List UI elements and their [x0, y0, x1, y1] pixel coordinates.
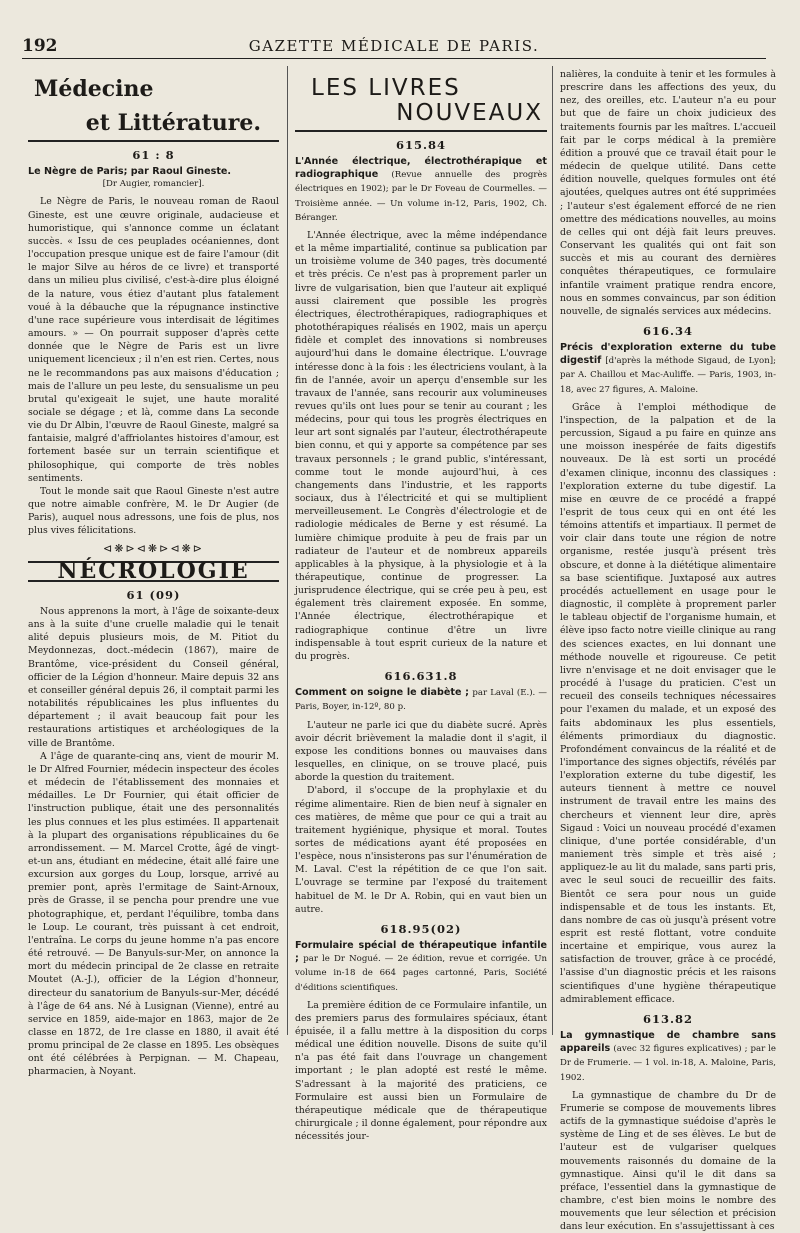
section-title-line2: NOUVEAUX	[295, 101, 547, 132]
entry-bibliography: [d'après la méthode Sigaud, de Lyon]; par A. Chaillou et Mac-Auliffe. — Paris, 1903, in-18, avec 27 figures, A. Maloine.	[560, 356, 776, 395]
column-rule-left	[287, 66, 288, 1035]
classification-code: 616.631.8	[384, 669, 458, 684]
entry-paragraph: La gymnastique de chambre du Dr de Frumerie se compose de mouvements libres actifs de la gymnastique suédoise d'après le système de Ling et de ses élèves. Le but de l'auteur est de vulgariser quelques mouvements raisonnés du domaine de la gymnastique. Ainsi qu'il le dit dans sa préface, l'essentiel dans la gymnastique de chambre, c'est bien moins le nombre des mouvements que leur sélection et précision dans leur exécution. En s'assujettissant à ces	[560, 1089, 776, 1233]
entry-title: Comment on soigne le diabète ;	[295, 687, 470, 699]
necrology-title: NÉCROLOGIE	[28, 561, 279, 582]
classification-code: 61 : 8	[132, 148, 175, 162]
section-title-line1: Médecine	[34, 76, 154, 102]
entry-paragraph: La première édition de ce Formulaire infantile, un des premiers parus des formulaires spéciaux, étant épuisée, il a fallu mettre à la disposition du corps médical une édition nouvelle. Disons de suite qu'il n'a pas été fait dans l'ouvrage un changement important ; le plan adopté est resté le même. S'adressant à la majorité des praticiens, ce Formulaire est aussi bien un Formulaire de thérapeutique médicale que de thérapeutique chirurgicale ; il donne également, pour répondre aux nécessités jour-	[295, 999, 547, 1143]
entry-paragraph: Grâce à l'emploi méthodique de l'inspection, de la palpation et de la percussion, Sigaud a pu faire en quinze ans une moisson inespérée de faits digestifs nouveaux. De là est sorti un procédé d'examen clinique, inconnu des classiques : l'exploration externe du tube digestif. La mise en œuvre de ce procédé a frappé l'esprit de tous ceux qui en ont été les témoins attentifs et impartiaux. Il permet de voir clair dans toute une région de notre organisme, restée jusqu'à présent très obscure, et donne à la diététique alimentaire sa base scientifique. Juxtaposé aux autres procédés actuellement en usage pour le diagnostic, il complète à proprement parler le tableau objectif de l'organisme humain, et élève ipso facto notre vieille clinique au rang des sciences exactes, en lui donnant une méthode nouvelle et rigoureuse. Ce petit livre n'envisage et ne doit envisager que le procédé à l'usage du praticien. C'est un recueil des conseils techniques nécessaires pour l'examen du malade, et un exposé des faits abdominaux les plus essentiels, éléments primordiaux du diagnostic. Profondément convaincus de la réalité et de l'importance des signes objectifs, révélés par l'exploration externe du tube digestif, les auteurs tiennent à mettre ce nouvel instrument de travail entre les mains des chercheurs et viennent leur dire, après Sigaud : Voici un nouveau procédé d'examen clinique, d'une portée considérable, d'un maniement très simple et très aisé ; appliquez-le au lit du malade, sans parti pris, avec le seul souci de recueillir des faits. Bientôt ce sera pour nous un guide indispensable et de tous les instants. Et, dans nombre de cas où jusqu'à présent votre esprit est resté flottant, votre conduite incertaine et empirique, vous aurez la satisfaction de trouver, grâce à ce procédé, l'assise d'un diagnostic précis et les raisons scientifiques d'une hygiène thérapeutique admirablement efficace.	[560, 401, 776, 1005]
entry-note: [Dr Augier, romancier].	[102, 179, 205, 190]
entry-title: Précis d'exploration externe du tube digestif	[560, 342, 776, 367]
entry-paragraph: L'auteur ne parle ici que du diabète sucré. Après avoir décrit brièvement la maladie dont il s'agit, il expose les conditions bonnes ou mauvaises dans lesquelles, en clinique, on se trouve placé, puis aborde la question du traitement.	[295, 719, 547, 784]
entry-paragraph: D'abord, il s'occupe de la prophylaxie et du régime alimentaire. Rien de bien neuf à signaler en ces matières, de même que pour ce qui a trait au traitement hygiénique, physique et moral. Toutes sortes de médications ayant été proposées en l'espèce, nous n'insisterons pas sur l'énumération de M. Laval. C'est la répétition de ce que l'on sait. L'ouvrage se termine par l'exposé du traitement habituel de M. le Dr A. Robin, qui en vaut bien un autre.	[295, 785, 547, 915]
section-title-line1: LES LIVRES	[311, 75, 461, 101]
column-left	[28, 68, 279, 1078]
entry-paragraph: Le Nègre de Paris, le nouveau roman de Raoul Gineste, est une œuvre originale, audacieuse et humoristique, qui s'annonce comme un éclatant succès. « Issu de ces peuplades océaniennes, dont l'occupation presque unique est de faire l'amour (dit le major Silve au héros de ce livre) et transporté dans un milieu plus civilisé, c'est-à-dire plus éloigné de la nature, vous étiez d'autant plus fatalement voué à la débauche que la répugnance instinctive d'une race supérieure vous interdisait de légitimes amours. » — On pourrait supposer d'après cette donnée que le Nègre de Paris est un livre uniquement licencieux ; il n'en est rien. Certes, nous ne le recommandons pas aux maisons d'éducation ; mais de l'allure un peu leste, du sensualisme un peu brutal qu'exigeait le sujet, une haute moralité sociale se dégage ; et là, comme dans La seconde vie du Dr Albin, l'œuvre de Raoul Gineste, malgré sa fantaisie, malgré d'affriolantes histoires d'amour, est fortement basée sur un terrain scientifique et philosophique, qui comporte de très nobles sentiments.	[28, 196, 279, 484]
journal-title: GAZETTE MÉDICALE DE PARIS.	[248, 37, 540, 55]
entry-paragraph-continued: nalières, la conduite à tenir et les formules à prescrire dans les affections des yeux, du nez, des oreilles, etc. L'auteur n'a eu pour but que de faire un choix judicieux des traitements fournis par les maîtres. L'accueil fait par le corps médical à la première édition a prouvé que ce travail était pour le médecin de quelque utilité. Dans cette édition nouvelle, quelques formules ont été ajoutées, quelques autres ont été supprimées ; l'auteur s'est également efforcé de ne rien omettre des médications nouvelles, au moins de celles qui ont déjà fait leurs preuves. Conservant les qualités qui ont fait son succès et mis au courant des dernières conquêtes thérapeutiques, ce formulaire infantile vraiment pratique rendra encore, nous en sommes convaincus, par son édition nouvelle, de signalés services aux médecins.	[560, 69, 776, 317]
entry-bibliography: par Laval (E.). — Paris, Boyer, in-12º, 80 p.	[295, 688, 547, 713]
entry-title: La gymnastique de chambre sans appareils	[560, 1030, 776, 1055]
column-middle	[295, 68, 547, 1143]
ornament-divider: ⊲❋⊳⊲❋⊳⊲❋⊳	[103, 541, 204, 555]
page-number: 192	[22, 36, 58, 56]
section-title-line2: et Littérature.	[28, 110, 279, 142]
classification-code: 61 (09)	[126, 587, 181, 602]
entry-paragraph: L'Année électrique, avec la même indépendance et la même impartialité, continue sa publication par un troisième volume de 340 pages, très documenté et très précis. Ce n'est pas à proprement parler un livre de vulgarisation, bien que l'auteur ait expliqué aussi clairement que possible les progrès électriques, électrothérapiques, radiographiques et photothérapiques réalisés en 1902, mais un aperçu fidèle et complet des innovations si nombreuses aujourd'hui dans le domaine électrique. L'ouvrage intéresse donc à la fois : les électriciens voulant, à la fin de l'année, avoir un aperçu d'ensemble sur les travaux de l'année, sans recourir aux volumineuses revues qu'ils ont lues pour se tenir au courant ; les médecins, pour qui tous les progrès électriques en leur art sont signalés par l'auteur, électrothérapeute bien connu, et qui y apporte sa compétence par ses travaux personnels ; le grand public, s'intéressant, comme tout le monde aujourd'hui, à ces changements dans l'industrie, et les rapports sociaux, dus à l'électricité et qui se multiplient merveilleusement. Le Congrès d'électrologie et de radiologie médicales de Berne y est résumé. La lumière chimique produite à peu de frais par un radiateur de l'auteur et de nombreux appareils applicables à la physique, à la physiologie et à la thérapeutique, continue de progresser. La jurisprudence électrique, qui se crée peu à peu, est également très clairement exposée. En somme, l'Année électrique, électrothérapique et radiographique continue d'être un livre indispensable à tout esprit curieux de la nature et du progrès.	[295, 229, 547, 662]
classification-code: 615.84	[395, 138, 446, 152]
classification-code: 616.34	[642, 323, 693, 338]
necrology-paragraph: A l'âge de quarante-cinq ans, vient de mourir M. le Dr Alfred Fournier, médecin inspecteur des écoles et médecin de l'établissement des monnaies et médailles. Le Dr Fournier, qui était officier de l'instruction publique, était une des personnalités les plus connues et les plus estimées. Il appartenait à la plupart des organisations républicaines du 6e arrondissement. — M. Marcel Crotte, âgé de vingt-et-un ans, étudiant en médecine, était allé faire une excursion aux gorges du Loup, lorsque, arrivé au premier pont, après l'ermitage de Saint-Arnoux, près de Grasse, il se pencha pour prendre une vue photographique, et, perdant l'équilibre, tomba dans le Loup. Le courant, très puissant à cet endroit, l'entraîna. Le corps du jeune homme n'a pas encore été retrouvé. — De Banyuls-sur-Mer, on annonce la mort du médecin principal de 2e classe en retraite Moutet (A.-J.), officier de la Légion d'honneur, directeur du sanatorium de Banyuls-sur-Mer, décédé à l'âge de 64 ans. Né à Lusignan (Vienne), entré au service en 1859, aide-major en 1863, major de 2e classe en 1872, de 1re classe en 1880, il avait été promu principal de 2e classe en 1895. Les obsèques ont été célébrées à Perpignan. — M. Chapeau, pharmacien, à Noyant.	[28, 750, 279, 1078]
entry-bibliography: par le Dr Nogué. — 2e édition, revue et corrigée. Un volume in-18 de 664 pages cartonné, Paris, Société d'éditions scientifiques.	[295, 954, 547, 993]
entry-bibliography: (Revue annuelle des progrès électriques en 1902); par le Dr Foveau de Courmelles. — Troisième année. — Un volume in-12, Paris, 1902, Ch. Béranger.	[295, 170, 547, 223]
classification-code: 618.95(02)	[380, 921, 462, 936]
column-rule-right	[552, 66, 553, 1035]
necrology-paragraph: Nous apprenons la mort, à l'âge de soixante-deux ans à la suite d'une cruelle maladie qui le tenait alité depuis plusieurs mois, de M. Pitiot du Meydonnezas, doct.-médecin (1867), maire de Brantôme, vice-président du Conseil général, officier de la Légion d'honneur. Maire depuis 32 ans et conseiller général depuis 26, il comptait parmi les notabilités républicaines les plus influentes du département ; il avait beaucoup fait pour les restaurations artistiques et archéologiques de la ville de Brantôme.	[28, 606, 279, 749]
entry-bibliography: (avec 32 figures explicatives) ; par le Dr de Frumerie. — 1 vol. in-18, A. Maloine, Paris, 1902.	[560, 1044, 776, 1083]
classification-code: 613.82	[642, 1011, 693, 1026]
column-right	[560, 68, 776, 1233]
entry-title: L'Année électrique, électrothérapique et radiographique	[295, 156, 547, 181]
page-header	[22, 36, 766, 59]
entry-paragraph: Tout le monde sait que Raoul Gineste n'est autre que notre aimable confrère, M. le Dr Augier (de Paris), auquel nous adressons, une fois de plus, nos plus vives félicitations.	[28, 485, 279, 537]
entry-title: Le Nègre de Paris; par Raoul Gineste.	[28, 166, 232, 178]
section-title-livres	[295, 76, 547, 132]
entry-title: Formulaire spécial de thérapeutique infantile ;	[295, 940, 547, 965]
